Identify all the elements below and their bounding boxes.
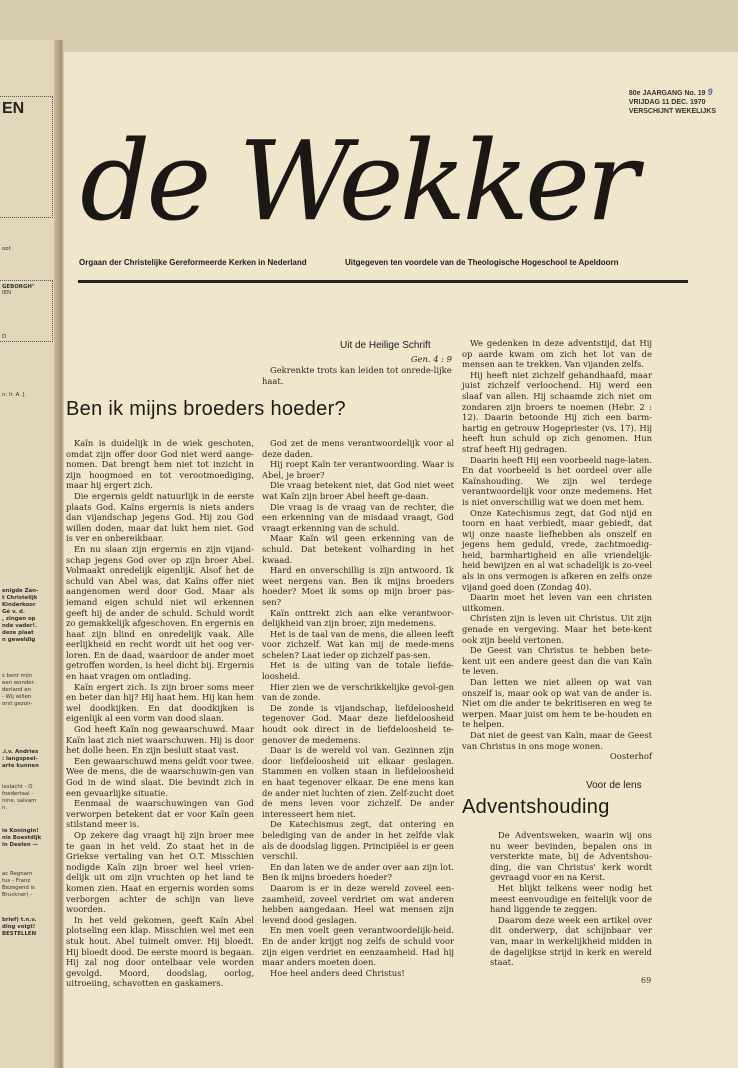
article-headline: Adventshouding xyxy=(462,796,610,818)
paragraph: Die vraag is de vraag van de rechter, die een erkenning van de misdaad vraagt, God vraagt erkenning van de schuld. xyxy=(262,501,454,533)
paragraph: Op zekere dag vraagt hij zijn broer mee te gaan in het veld. Zo staat het in de Griekse vertaling van het O.T. Misschien nodigde Kaïn zijn broer wel heel vrien-delijk uit om zijn vruchten op het land te komen zien. Haat en ergernis worden soms verborgen achter de schijn van lieve woorden. xyxy=(66,829,254,915)
paragraph: De Geest van Christus te hebben bete-kent uit een andere geest dan die van Kaïn te leven. xyxy=(462,645,652,677)
paragraph: We gedenken in deze adventstijd, dat Hij op aarde kwam om zich het lot van de mensen aan te trekken. Van vijanden zelfs. xyxy=(462,338,652,370)
prev-page-notice: leslacht - O foedertaal - nine, salvam n. xyxy=(2,784,37,811)
prev-page-notice: .i.v. Andries : langspeel- arte kunnen xyxy=(2,749,39,769)
prev-page-notice: brief) t.n.v. ding volgt! BESTELLEN xyxy=(2,917,37,937)
paragraph: Die ergernis geldt natuurlijk in de eerste plaats God. Kaïns ergernis is niets anders dan vijandschap jegens God. Hij zou God willen doden, maar dat lukt hem niet. God is ver en onbereikbaar. xyxy=(66,490,254,544)
prev-page-box-label: GEBORGH" xyxy=(2,284,35,290)
paragraph: Christen zijn is leven uit Christus. Uit zijn genade en vergeving. Maar het bete-kent ook zijn beeld vertonen. xyxy=(462,613,652,645)
article-column-2 xyxy=(262,438,454,978)
volume-label: 80e JAARGANG No. xyxy=(628,90,696,97)
prev-page-notice: s bent mijn een wonder. derland en - Wij willen orst gezon- xyxy=(2,673,36,707)
paragraph: Een gewaarschuwd mens geldt voor twee. Wee de mens, die de waarschuwin-gen van God in de wind slaat. Die bevindt zich in een gevaarlijke situatie. xyxy=(66,755,254,798)
prev-page-notice: ac Regnam tus - Franz Bezegend is Bruckner) - xyxy=(2,871,35,898)
prev-line: D xyxy=(2,334,7,340)
scripture-reference: Gen. 4 : 9 xyxy=(410,354,452,364)
article2-body xyxy=(490,830,652,968)
prev-page-big-letters: EN xyxy=(2,100,25,117)
paragraph: En dan laten we de ander over aan zijn lot. Ben ik mijns broeders hoeder? xyxy=(262,861,454,883)
masthead-title: de Wekker xyxy=(80,117,635,245)
section-label: Uit de Heilige Schrift xyxy=(340,340,431,351)
prev-page-notice: ie Koningin! nis Boestdijk in Deelen — xyxy=(2,828,42,848)
paragraph: Dan letten we niet alleen op wat van onszelf is, maar ook op wat van de ander is. Niet om die ander te bekritiseren en weg te werpen. Maar juist om hem te be-houden en te helpen. xyxy=(462,677,652,730)
paragraph: Daarom deze week een artikel over dit onderwerp, dat schijnbaar ver van, maar in werkelijkheid midden in de dagelijkse strijd in kerk en wereld staat. xyxy=(490,914,652,968)
paragraph: Hij heeft niet zichzelf gehandhaafd, maar juist zichzelf verloochend. Hij werd een slaaf van allen. Hij schaamde zich niet om zondaren zijn broers te noemen (Hebr. 2 : 12). Daarin betoonde Hij zich een barm-hartig en getrouw Hogepriester (vs. 17). Hij heeft hun schuld op zich genomen. Hun straf heeft Hij gedragen. xyxy=(462,369,652,454)
volume-number: 19 xyxy=(697,90,706,97)
paragraph: En men voelt geen verantwoordelijk-heid. En de ander krijgt nog zelfs de schuld voor zijn eigen verdriet en eenzaamheid. Had hij maar anders moeten doen. xyxy=(262,925,454,968)
subtitle-right: Uitgegeven ten voordele van de Theologische Hogeschool te Apeldoorn xyxy=(345,258,619,267)
epigraph: Gekrenkte trots kan leiden tot onrede-lijke haat. xyxy=(262,365,452,386)
prev-page-attribution: n: Ir. A. J. xyxy=(2,392,27,398)
paragraph: Daarin moet het leven van een christen uitkomen. xyxy=(462,592,652,613)
page-edge xyxy=(54,40,62,1068)
paragraph: Maar Kaïn wil geen erkenning van de schuld. Dat betekent volharding in het kwaad. xyxy=(262,533,454,565)
issue-frequency: VERSCHIJNT WEKELIJKS xyxy=(628,108,716,115)
paragraph: De zonde is vijandschap, liefdeloosheid tegenover God. Maar deze liefdeloosheid houdt ook direct in de liefdeloosheid te-genover de medemens. xyxy=(262,702,454,745)
previous-page-strip xyxy=(0,40,63,1068)
paragraph: Die vraag betekent niet, dat God niet weet wat Kaïn zijn broer Abel heeft ge-daan. xyxy=(262,480,454,501)
paragraph: De Adventsweken, waarin wij ons nu weer bevinden, bepalen ons in versterkte mate, bij de Adventshou-ding, die van Christus' kerk wordt gevraagd voor en na Kerst. xyxy=(490,830,652,883)
article-column-3 xyxy=(462,338,652,762)
paragraph: En nu slaan zijn ergernis en zijn vijand-schap jegens God over op zijn broer Abel. Volmaakt onredelijk eigenlijk. Alsof het de schuld van Abel was, dat Kaïns offer niet aangenomen werd door God. Maar als iemand eigen schuld niet wil erkennen geeft hij de ander de schuld. Schuld wordt zo gemakkelijk afgeschoven. En ergernis en haat zijn blind en onredelijk vaak. Alle eerlijkheid en recht wordt uit het oog ver-loren. En de daad, waardoor de ander moet getroffen worden, is heel dicht bij. Ergernis en haat vragen om ontlading. xyxy=(66,543,254,682)
paragraph: Hard en onverschillig is zijn antwoord. Ik weet nergens van. Ben ik mijns broeders hoeder? Moet ik soms op mijn broer pas-sen? xyxy=(262,565,454,607)
paragraph: God heeft Kaïn nog gewaarschuwd. Maar Kaïn laat zich niet waarschuwen. Hij is door het dolle heen. En zijn besluit staat vast. xyxy=(66,724,254,756)
paragraph: Het blijkt telkens weer nodig het meest eenvoudige en feitelijk voor de hand liggende te zeggen. xyxy=(490,882,652,915)
paragraph: Daar is de wereld vol van. Gezinnen zijn door liefdeloosheid uit elkaar geslagen. Stammen en volken staan in liefdeloosheid en haat tegenover elkaar. De ene mens kan de ander niet luchten of zien. Zelf-zucht doet de mens leven voor zichzelf. De ander interesseert hem niet. xyxy=(262,745,454,819)
masthead xyxy=(78,96,668,266)
paragraph: Hier zien we de verschrikkelijke gevol-gen van de zonde. xyxy=(262,681,454,703)
prev-line: oot xyxy=(2,246,11,252)
paragraph: Onze Katechismus zegt, dat God nijd en toorn en haat verbiedt, maar gebiedt, dat wij onze naaste liefhebben als onszelf en jegens hem geduld, vrede, zachtmoedig-heid, barmhartigheid en alle vriendelijk-heid bewijzen en al wat schadelijk is zo-veel als in ons vermogen is afkeren en zelfs onze vijand goed doen (Zondag 40). xyxy=(462,507,652,592)
prev-line: IEN xyxy=(2,290,12,296)
paragraph: Daarom is er in deze wereld zoveel een-zaamheid, zoveel verdriet om wat anderen hebben aangedaan. Heel wat mensen zijn levend dood geslagen. xyxy=(262,882,454,925)
paragraph: In het veld gekomen, geeft Kaïn Abel plotseling een klap. Misschien wel met een stuk hout. Abel tuimelt omver. Hij bloedt. Hij bloedt dood. De eerste moord is begaan. Hij zal nog door ontelbaar vele worden gevolgd. Moord, doodslag, oorlog, uitroeiing, schavotten en gaskamers. xyxy=(66,914,254,989)
paragraph: Kaïn onttrekt zich aan elke verantwoor-delijkheid van zijn broer, zijn medemens. xyxy=(262,607,454,629)
paragraph: Hoe heel anders deed Christus! xyxy=(270,967,405,978)
paragraph: Het is de taal van de mens, die alleen leeft voor zichzelf. Wat kan mij de mede-mens schelen? Laat ieder op zichzelf pas-sen. xyxy=(262,628,454,660)
issue-date: VRIJDAG 11 DEC. 1970 xyxy=(628,99,706,106)
prev-page-notice: enigde Zan- t Christelijk Kinderkoor Gé v. d. , zingen op nde vader!. deze plaat n geweldig xyxy=(2,588,39,643)
paragraph: Kaïn is duidelijk in de wiek geschoten, omdat zijn offer door God niet werd aange-nomen. Dat brengt hem niet tot inzicht in zijn hoogmoed en tot verootmoediging, maar hij ergert zich. xyxy=(66,438,254,491)
paragraph: Het is de uiting van de totale liefde-loosheid. xyxy=(262,660,454,682)
subtitle-left: Orgaan der Christelijke Gereformeerde Kerken in Nederland xyxy=(79,258,307,267)
handwritten-number: 9 xyxy=(707,87,713,97)
paragraph: Kaïn ergert zich. Is zijn broer soms meer en beter dan hij? Hij haat hem. Hij kan hem wel doodkijken. En dat doodkijken is eigenlijk al een vorm van dood slaan. xyxy=(66,681,254,724)
paragraph: Dat niet de geest van Kaïn, maar de Geest van Christus in ons moge wonen. xyxy=(462,729,652,751)
page-number: 69 xyxy=(641,976,652,985)
paragraph: Hij roept Kaïn ter verantwoording. Waar is Abel, je broer? xyxy=(262,459,454,480)
article-headline: Ben ik mijns broeders hoeder? xyxy=(66,398,346,420)
paragraph: Eenmaal de waarschuwingen van God verworpen betekent dat er voor Kaïn geen stilstand meer is. xyxy=(66,798,254,830)
article-column-1 xyxy=(66,438,254,989)
section-label: Voor de lens xyxy=(586,780,642,791)
paragraph: De Katechismus zegt, dat ontering en belediging van de ander in het zelfde vlak als de doodslag liggen. Principiëel is er geen verschil. xyxy=(262,819,454,862)
paragraph: God zet de mens verantwoordelijk voor al deze daden. xyxy=(262,438,454,459)
paragraph: Daarin heeft Hij een voorbeeld nage-laten. En dat voorbeeld is het oordeel over alle Kaïnshouding. We zijn wel terdege verantwoordelijk voor onze medemens. Het is niet onverschillig wat we doen met hem. xyxy=(462,454,652,507)
masthead-rule xyxy=(78,280,688,283)
author-signature: Oosterhof xyxy=(609,751,652,762)
